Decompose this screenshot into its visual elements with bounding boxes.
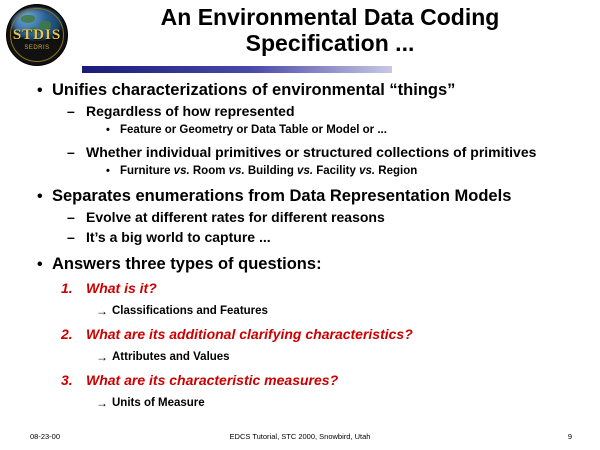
bullet-vs: vs. <box>359 165 376 177</box>
answer-item <box>34 300 590 322</box>
slide-footer <box>0 432 600 444</box>
bullet-text: Feature or Geometry or Data Table or Model or ... <box>120 124 387 136</box>
question-index: 2. <box>61 326 73 342</box>
slide-body <box>34 80 590 414</box>
arrow-icon: → <box>96 396 108 410</box>
bullet-level3 <box>34 163 590 179</box>
question-text: What are its additional clarifying characteristics? <box>86 326 413 342</box>
page-title-line1: An Environmental Data Coding <box>160 4 500 30</box>
bullet-dot-icon: • <box>106 124 110 136</box>
bullet-level1 <box>34 80 590 101</box>
sedris-logo <box>6 4 66 64</box>
answer-item <box>34 392 590 414</box>
bullet-text: Regardless of how represented <box>86 103 295 119</box>
question-item <box>34 276 590 300</box>
title-divider <box>82 66 392 73</box>
logo-text: STDIS <box>12 27 62 43</box>
bullet-dash-icon: – <box>67 229 75 245</box>
footer-date: 08-23-00 <box>30 432 61 441</box>
bullet-level2 <box>34 228 590 247</box>
bullet-level1 <box>34 254 590 275</box>
logo-ring <box>10 8 64 62</box>
bullet-text: Evolve at different rates for different reasons <box>86 209 385 225</box>
answer-text: Attributes and Values <box>112 351 230 363</box>
bullet-dash-icon: – <box>67 209 75 225</box>
bullet-dash-icon: – <box>67 103 75 119</box>
question-item <box>34 368 590 392</box>
footer-page-number: 9 <box>567 432 572 441</box>
question-index: 3. <box>61 372 73 388</box>
bullet-level2 <box>34 143 590 162</box>
bullet-vs: vs. <box>297 165 314 177</box>
question-index: 1. <box>61 280 73 296</box>
bullet-dot-icon: • <box>106 165 110 177</box>
answer-text: Units of Measure <box>112 397 205 409</box>
logo-disc <box>6 4 68 66</box>
bullet-vs: vs. <box>228 165 245 177</box>
question-item <box>34 322 590 346</box>
bullet-dot-icon: • <box>37 188 43 205</box>
bullet-vs: vs. <box>173 165 190 177</box>
answer-item <box>34 346 590 368</box>
bullet-level1 <box>34 186 590 207</box>
bullet-text: Separates enumerations from Data Representation Models <box>52 187 512 205</box>
page-title <box>70 4 590 56</box>
bullet-text: It’s a big world to capture ... <box>86 229 271 245</box>
question-text: What is it? <box>86 280 157 296</box>
bullet-level2 <box>34 208 590 227</box>
bullet-dot-icon: • <box>37 82 43 99</box>
arrow-icon: → <box>96 350 108 364</box>
logo-subtext: SEDRIS <box>24 45 50 51</box>
answer-text: Classifications and Features <box>112 305 268 317</box>
bullet-text: Answers three types of questions: <box>52 255 322 273</box>
bullet-text-pre: Furniture <box>120 165 174 177</box>
bullet-level3 <box>34 122 590 138</box>
bullet-text-mid: Building <box>244 165 298 177</box>
arrow-icon: → <box>96 304 108 318</box>
bullet-text-mid: Facility <box>313 165 360 177</box>
bullet-level2 <box>34 102 590 121</box>
bullet-dot-icon: • <box>37 256 43 273</box>
page-title-line2: Specification ... <box>245 30 415 56</box>
footer-center-text: EDCS Tutorial, STC 2000, Snowbird, Utah <box>229 432 371 441</box>
bullet-text-end: Region <box>375 165 418 177</box>
bullet-text-mid: Room <box>189 165 229 177</box>
bullet-dash-icon: – <box>67 144 75 160</box>
question-text: What are its characteristic measures? <box>86 372 339 388</box>
bullet-text: Whether individual primitives or structured collections of primitives <box>86 144 537 160</box>
bullet-text: Unifies characterizations of environmental “things” <box>52 81 456 99</box>
